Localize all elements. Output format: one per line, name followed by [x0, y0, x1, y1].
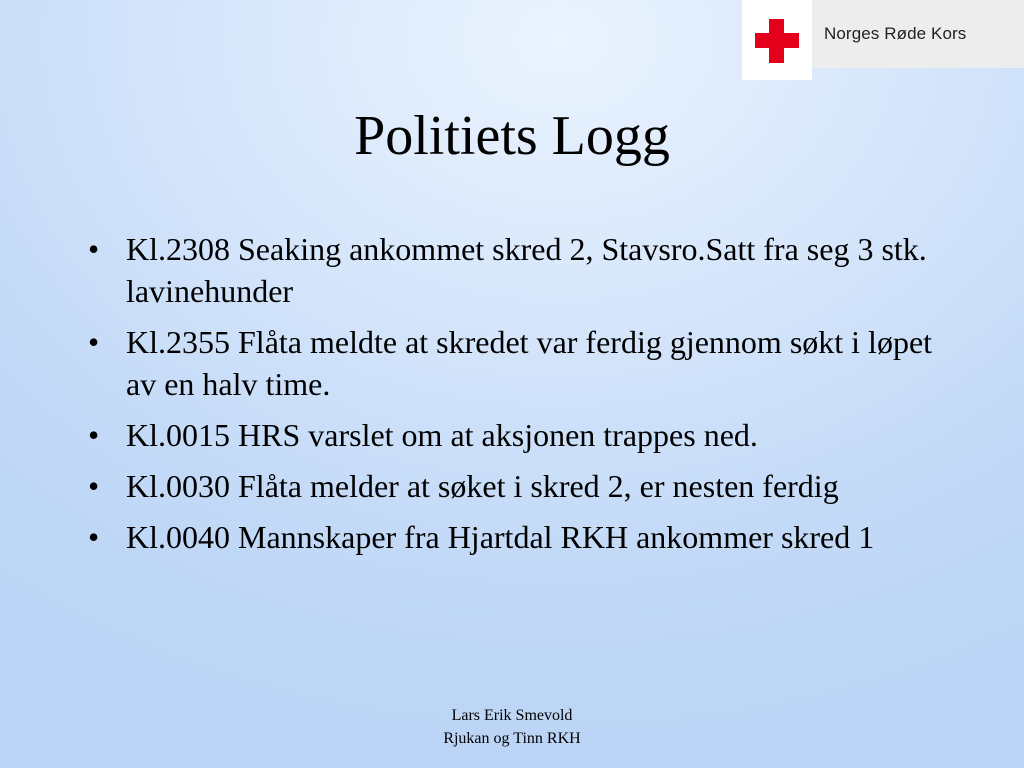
slide-title: Politiets Logg [354, 105, 670, 167]
logo-text: Norges Røde Kors [824, 24, 967, 43]
bullet-text: Kl.0015 HRS varslet om at aksjonen trappes ned. [126, 417, 758, 453]
bullet-item [84, 516, 944, 558]
logo-cross-panel [742, 0, 812, 80]
logo-text-panel [812, 0, 1024, 68]
red-cross-icon [755, 19, 799, 63]
bullet-text: Kl.2308 Seaking ankommet skred 2, Stavsro.Satt fra seg 3 stk. lavinehunder [126, 231, 927, 309]
bullet-item [84, 321, 944, 405]
bullet-marker: • [88, 468, 100, 504]
bullet-list [84, 228, 944, 567]
footer [400, 704, 624, 750]
footer-author: Lars Erik Smevold [451, 707, 573, 724]
bullet-item [84, 465, 944, 507]
bullet-text: Kl.0030 Flåta melder at søket i skred 2, er nesten ferdig [126, 468, 839, 504]
bullet-marker: • [88, 231, 100, 267]
footer-organization: Rjukan og Tinn RKH [443, 730, 581, 747]
bullet-marker: • [88, 519, 100, 555]
bullet-marker: • [88, 417, 100, 453]
bullet-text: Kl.2355 Flåta meldte at skredet var ferdig gjennom søkt i løpet av en halv time. [126, 324, 933, 402]
bullet-marker: • [88, 324, 100, 360]
bullet-item [84, 414, 944, 456]
bullet-text: Kl.0040 Mannskaper fra Hjartdal RKH ankommer skred 1 [126, 519, 875, 555]
red-cross-logo [742, 0, 1024, 80]
bullet-item [84, 228, 944, 312]
